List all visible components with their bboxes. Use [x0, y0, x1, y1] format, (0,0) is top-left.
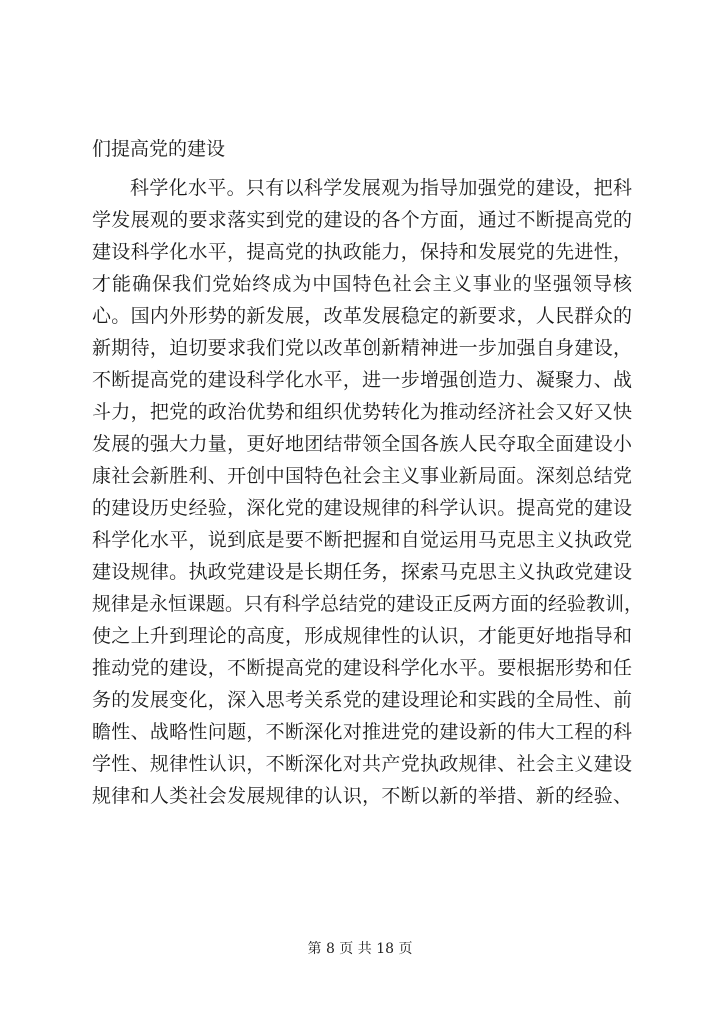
- text-line: 学发展观的要求落实到党的建设的各个方面，通过不断提高党的: [92, 209, 632, 231]
- text-line: 学性、规律性认识，不断深化对共产党执政规律、社会主义建设: [92, 753, 632, 775]
- continued-line: 们提高党的建设: [92, 138, 226, 160]
- text-line: 建设科学化水平，提高党的执政能力，保持和发展党的先进性，: [92, 241, 632, 263]
- text-line: 规律和人类社会发展规律的认识，不断以新的举措、新的经验、: [92, 785, 632, 807]
- page-footer: 第 8 页 共 18 页: [307, 941, 413, 957]
- text-line: 康社会新胜利、开创中国特色社会主义事业新局面。深刻总结党: [92, 465, 632, 487]
- text-line: 务的发展变化，深入思考关系党的建设理论和实践的全局性、前: [92, 689, 632, 711]
- text-line: 斗力，把党的政治优势和组织优势转化为推动经济社会又好又快: [92, 401, 632, 423]
- text-line: 新期待，迫切要求我们党以改革创新精神进一步加强自身建设，: [92, 337, 632, 359]
- text-line: 心。国内外形势的新发展，改革发展稳定的新要求，人民群众的: [92, 305, 632, 327]
- text-line: 科学化水平，说到底是要不断把握和自觉运用马克思主义执政党: [92, 529, 632, 551]
- text-line: 才能确保我们党始终成为中国特色社会主义事业的坚强领导核: [92, 273, 632, 295]
- body-paragraph: [92, 172, 644, 812]
- text-line: 科学化水平。只有以科学发展观为指导加强党的建设，把科: [130, 177, 632, 199]
- text-line: 使之上升到理论的高度，形成规律性的认识，才能更好地指导和: [92, 625, 632, 647]
- text-line: 瞻性、战略性问题，不断深化对推进党的建设新的伟大工程的科: [92, 721, 632, 743]
- text-line: 不断提高党的建设科学化水平，进一步增强创造力、凝聚力、战: [92, 369, 632, 391]
- text-line: 规律是永恒课题。只有科学总结党的建设正反两方面的经验教训，: [92, 593, 644, 615]
- text-line: 发展的强大力量，更好地团结带领全国各族人民夺取全面建设小: [92, 433, 632, 455]
- text-line: 推动党的建设，不断提高党的建设科学化水平。要根据形势和任: [92, 657, 632, 679]
- text-line: 的建设历史经验，深化党的建设规律的科学认识。提高党的建设: [92, 497, 632, 519]
- text-line: 建设规律。执政党建设是长期任务，探索马克思主义执政党建设: [92, 561, 632, 583]
